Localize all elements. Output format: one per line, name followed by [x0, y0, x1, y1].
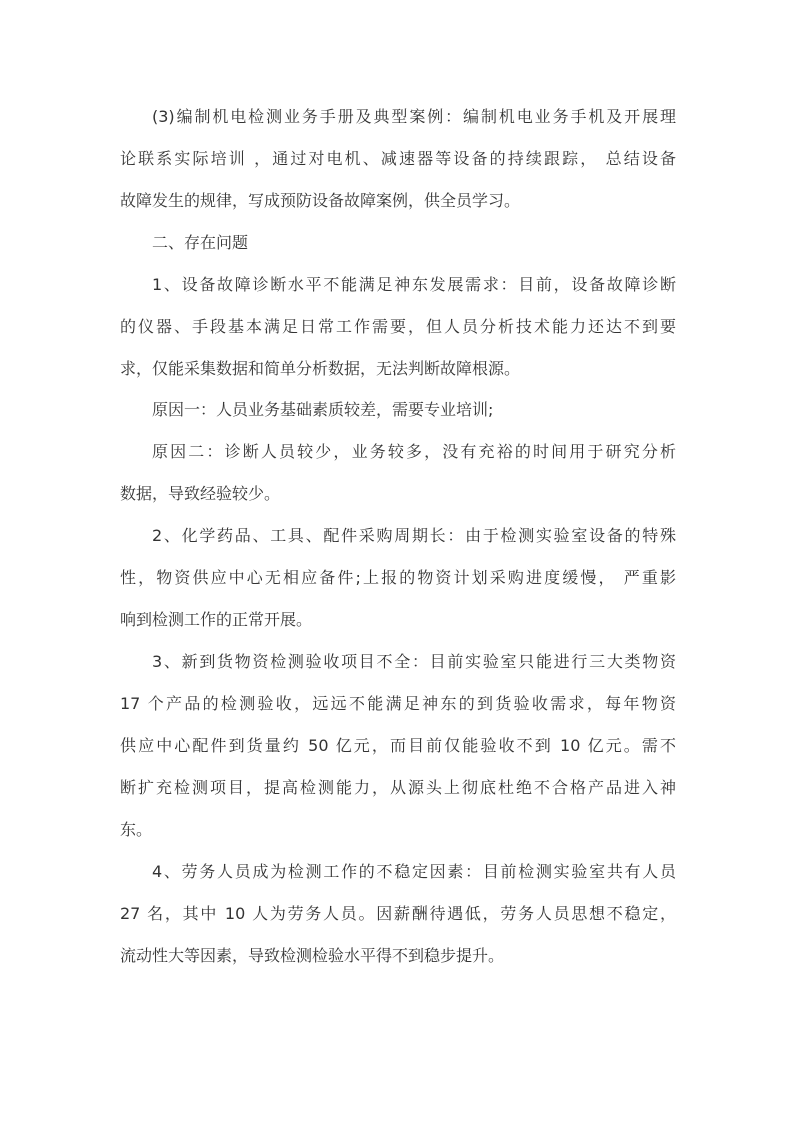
- text-line: 的仪器、手段基本满足日常工作需要，但人员分析技术能力还达不到要: [120, 317, 676, 336]
- text-line: 4、劳务人员成为检测工作的不稳定因素：目前检测实验室共有人员: [152, 862, 676, 881]
- text-line: 求，仅能采集数据和简单分析数据，无法判断故障根源。: [120, 359, 521, 378]
- text-line: 断扩充检测项目，提高检测能力，从源头上彻底杜绝不合格产品进入神: [120, 778, 676, 797]
- text-line: 17 个产品的检测验收，远远不能满足神东的到货验收需求，每年物资: [120, 694, 676, 713]
- text-line: 数据，导致经验较少。: [120, 484, 281, 503]
- text-line: 原因二：诊断人员较少，业务较多，没有充裕的时间用于研究分析: [152, 442, 676, 461]
- text-line: 1、设备故障诊断水平不能满足神东发展需求：目前，设备故障诊断: [152, 275, 676, 294]
- text-line: 性，物资供应中心无相应备件;上报的物资计划采购进度缓慢， 严重影: [120, 568, 676, 587]
- text-line: 东。: [120, 820, 153, 839]
- text-line: 论联系实际培训 ，通过对电机、减速器等设备的持续跟踪， 总结设备: [120, 149, 676, 168]
- text-line: 原因一：人员业务基础素质较差，需要专业培训;: [152, 400, 494, 419]
- text-line: 供应中心配件到货量约 50 亿元，而目前仅能验收不到 10 亿元。需不: [120, 736, 676, 755]
- text-line: (3)编制机电检测业务手册及典型案例：编制机电业务手机及开展理: [152, 107, 676, 126]
- text-line: 流动性大等因素，导致检测检验水平得不到稳步提升。: [120, 946, 505, 965]
- text-line: 3、新到货物资检测验收项目不全：目前实验室只能进行三大类物资: [152, 652, 676, 671]
- text-line: 故障发生的规律，写成预防设备故障案例，供全员学习。: [120, 191, 521, 210]
- text-line: 2、化学药品、工具、配件采购周期长：由于检测实验室设备的特殊: [152, 526, 676, 545]
- section-heading: 二、存在问题: [152, 233, 249, 252]
- text-line: 响到检测工作的正常开展。: [120, 610, 313, 629]
- text-line: 27 名，其中 10 人为劳务人员。因薪酬待遇低，劳务人员思想不稳定，: [120, 904, 676, 923]
